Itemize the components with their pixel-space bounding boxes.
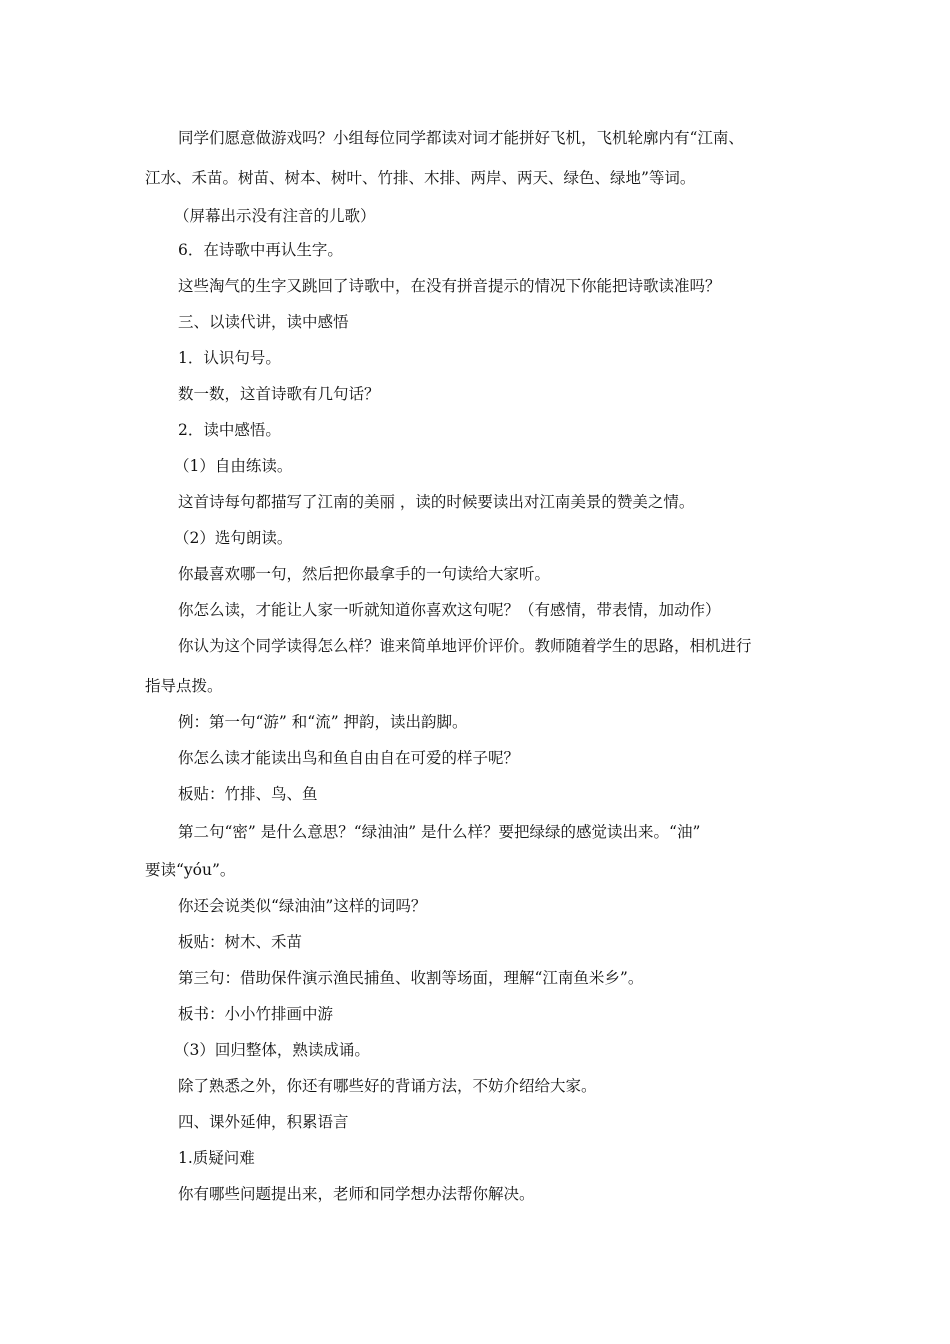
paragraph-line: 第三句：借助保件演示渔民捕鱼、收割等场面，理解“江南鱼米乡”。 — [178, 969, 644, 987]
paragraph-line: 这些淘气的生字又跳回了诗歌中，在没有拼音提示的情况下你能把诗歌读准吗？ — [178, 277, 721, 295]
paragraph-line: 板贴：树木、禾苗 — [178, 933, 303, 951]
paragraph-line: 你还会说类似“绿油油”这样的词吗？ — [178, 897, 427, 915]
paragraph-line: 除了熟悉之外，你还有哪些好的背诵方法，不妨介绍给大家。 — [178, 1077, 597, 1095]
paragraph-line: 2．读中感悟。 — [178, 421, 281, 439]
section-heading: 四、课外延伸，积累语言 — [178, 1113, 349, 1131]
paragraph-line: 这首诗每句都描写了江南的美丽 ，读的时候要读出对江南美景的赞美之情。 — [178, 493, 695, 511]
paragraph-line: （3）回归整体，熟读成诵。 — [174, 1041, 370, 1059]
paragraph-line: （2）选句朗读。 — [174, 529, 293, 547]
section-heading: 三、以读代讲，读中感悟 — [178, 313, 349, 331]
paragraph-line: 6．在诗歌中再认生字。 — [178, 241, 343, 259]
paragraph-line: 1.质疑问难 — [178, 1149, 255, 1167]
paragraph-line: 要读“yóu”。 — [145, 861, 236, 879]
paragraph-line: 板贴：竹排、鸟、鱼 — [178, 785, 318, 803]
paragraph-line: 你怎么读，才能让人家一听就知道你喜欢这句呢？（有感情，带表情，加动作） — [178, 601, 721, 619]
paragraph-line: 你怎么读才能读出鸟和鱼自由自在可爱的样子呢？ — [178, 749, 520, 767]
paragraph-line: 例：第一句“游” 和“流” 押韵，读出韵脚。 — [178, 713, 468, 731]
paragraph-line: 你认为这个同学读得怎么样？谁来简单地评价评价。教师随着学生的思路，相机进行 — [178, 637, 752, 655]
paragraph-line: 同学们愿意做游戏吗？小组每位同学都读对词才能拼好飞机，飞机轮廓内有“江南、 — [178, 129, 744, 147]
paragraph-line: 你有哪些问题提出来，老师和同学想办法帮你解决。 — [178, 1185, 535, 1203]
paragraph-line: 1．认识句号。 — [178, 349, 281, 367]
paragraph-line: （屏幕出示没有注音的儿歌） — [174, 207, 376, 225]
paragraph-line: 数一数，这首诗歌有几句话？ — [178, 385, 380, 403]
paragraph-line: （1）自由练读。 — [174, 457, 293, 475]
paragraph-line: 江水、禾苗。树苗、树本、树叶、竹排、木排、两岸、两天、绿色、绿地”等词。 — [145, 169, 696, 187]
paragraph-line: 第二句“密” 是什么意思？“绿油油” 是什么样？要把绿绿的感觉读出来。“油” — [178, 823, 701, 841]
paragraph-line: 指导点拨。 — [145, 677, 223, 695]
paragraph-line: 板书：小小竹排画中游 — [178, 1005, 334, 1023]
paragraph-line: 你最喜欢哪一句，然后把你最拿手的一句读给大家听。 — [178, 565, 551, 583]
